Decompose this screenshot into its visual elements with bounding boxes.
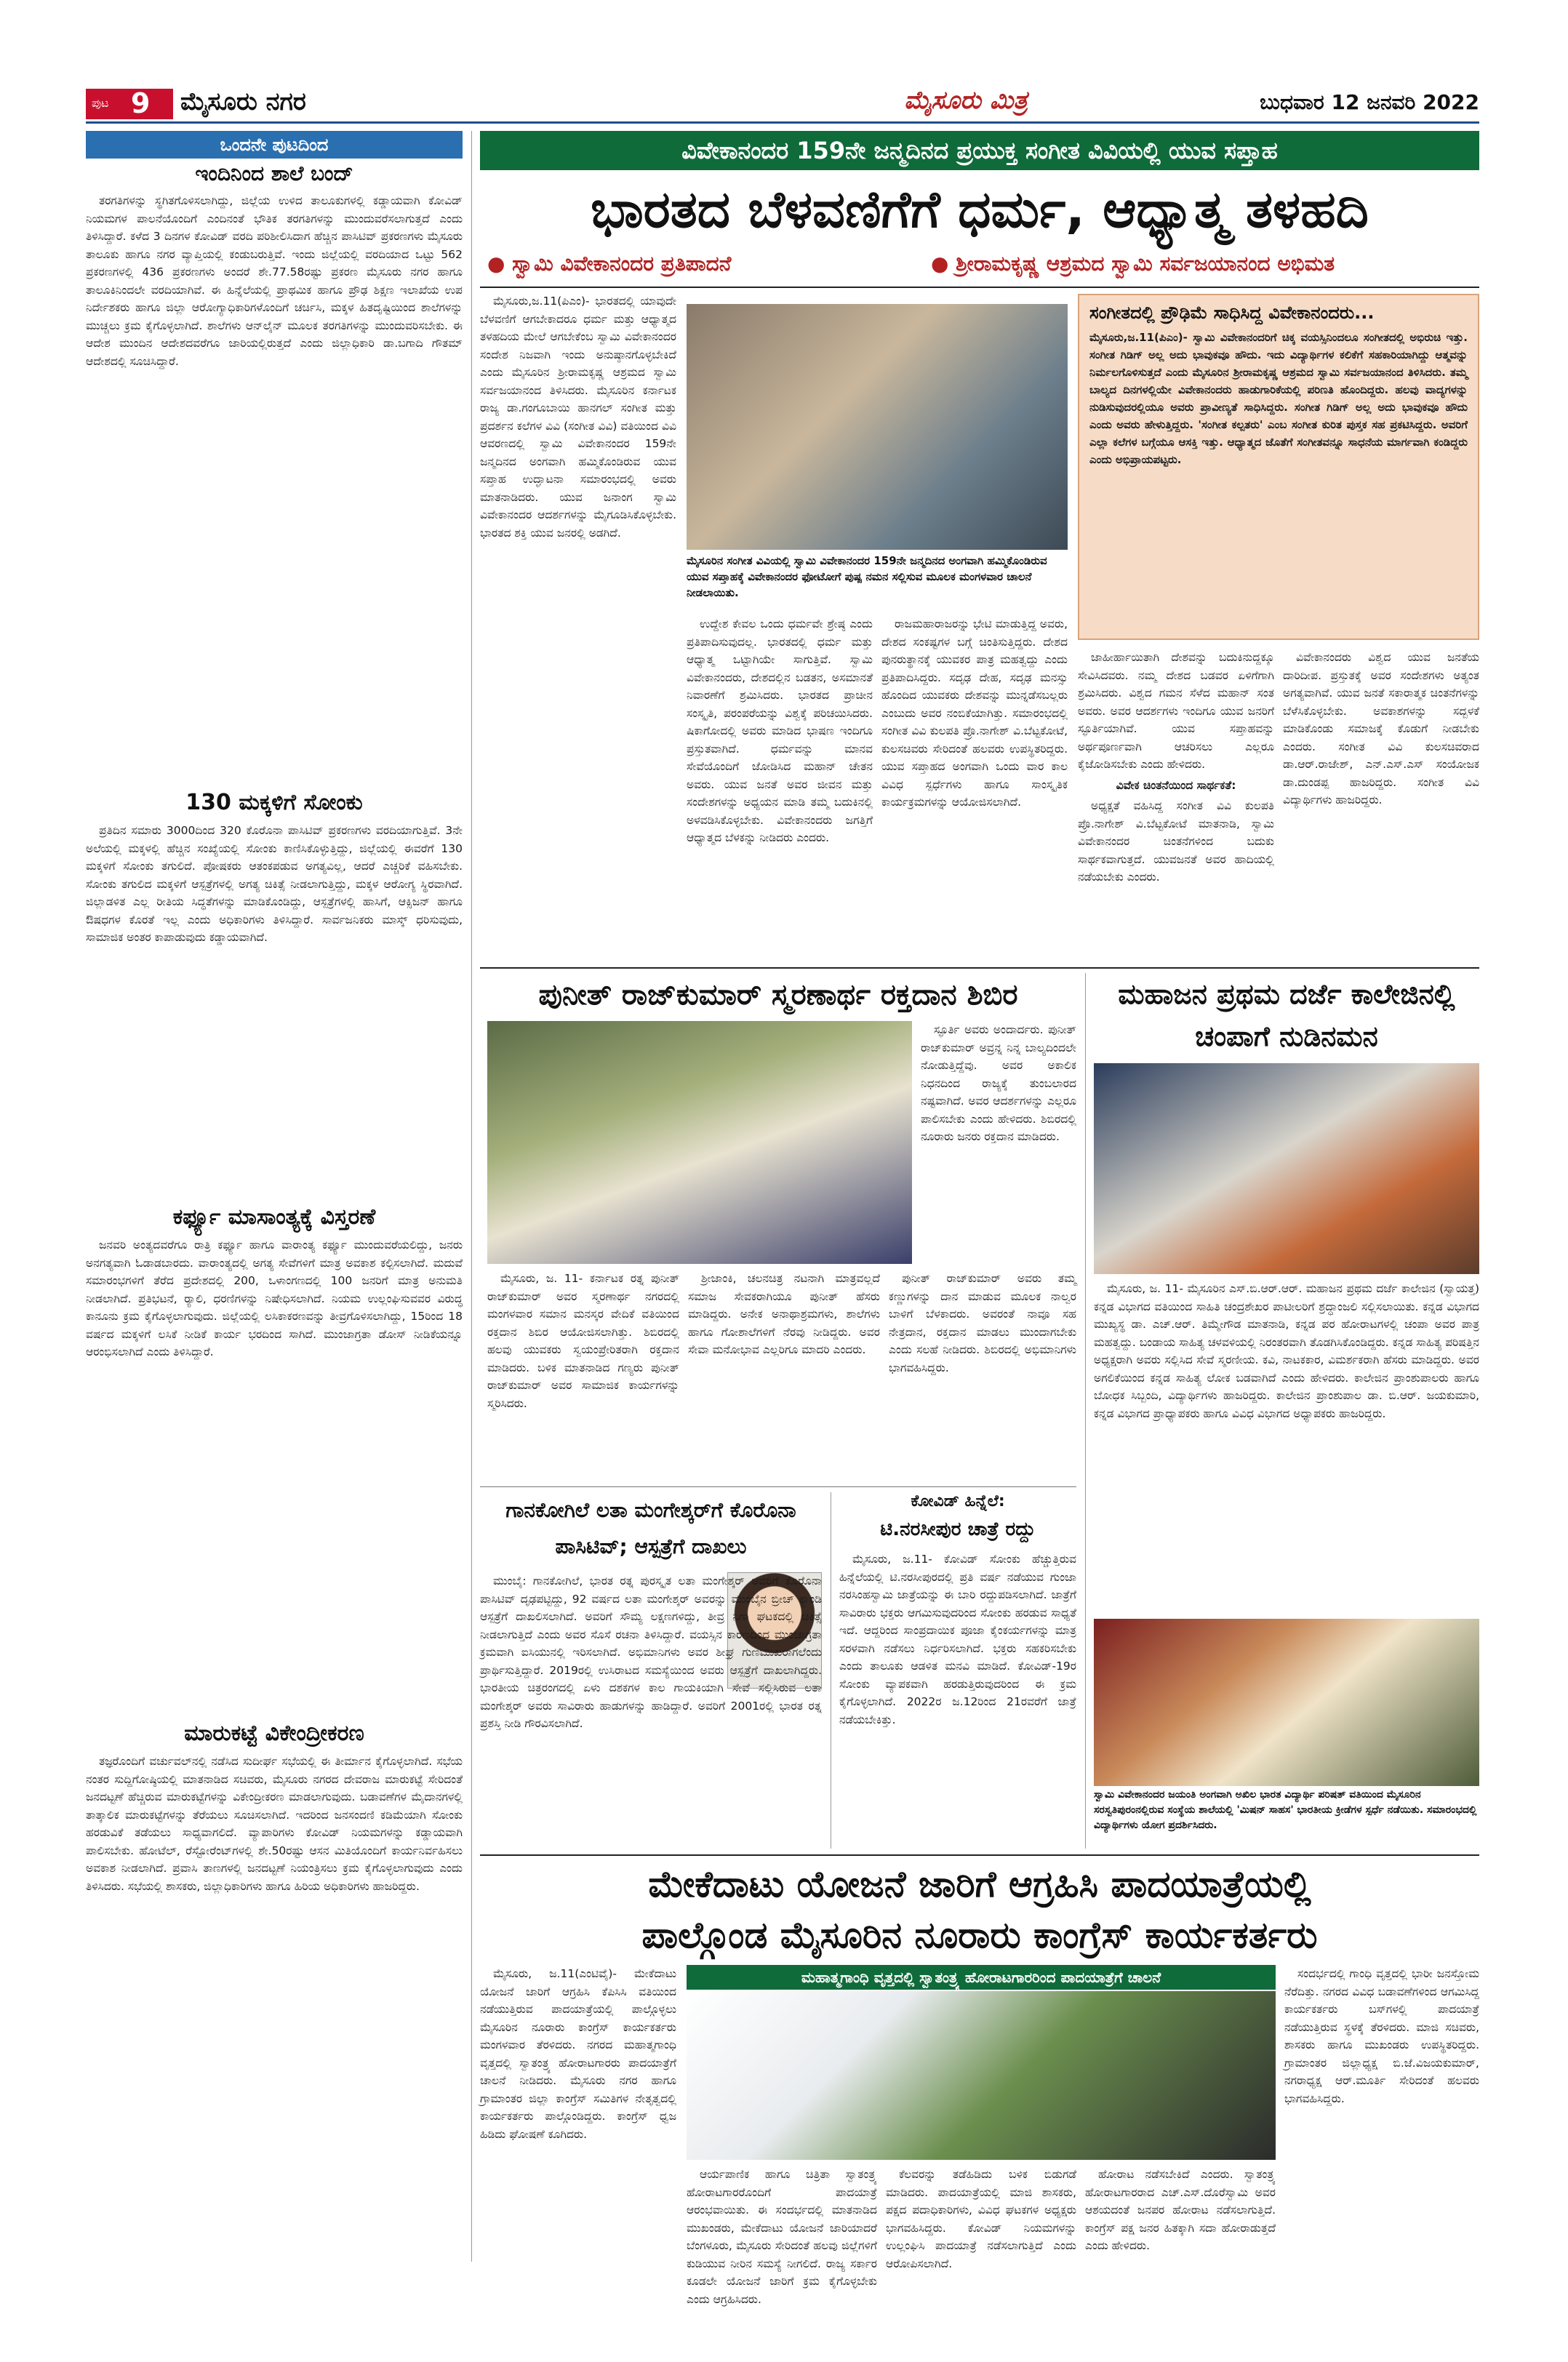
chatra-body-text: ಮೈಸೂರು, ಜ.11- ಕೋವಿಡ್ ಸೋಂಕು ಹೆಚ್ಚುತ್ತಿರುವ ಹಿನ್ನೆಲೆಯಲ್ಲಿ ಟಿ.ನರಸೀಪುರದಲ್ಲಿ ಪ್ರತಿ ವರ್ಷ ನಡೆಯುವ ಗುಂಜಾ ನರಸಿಂಹಸ್ವಾಮಿ ಜಾತ್ರೆಯನ್ನು ಈ ಬಾರಿ ರದ್ದುಪಡಿಸಲಾಗಿದೆ. ಜಾತ್ರೆಗೆ ಸಾವಿರಾರು ಭಕ್ತರು ಆಗಮಿಸುವುದರಿಂದ ಸೋಂಕು ಹರಡುವ ಸಾಧ್ಯತೆ ಇದೆ. ಆದ್ದರಿಂದ ಸಾಂಪ್ರದಾಯಿಕ ಪೂಜಾ ಕೈಂಕರ್ಯಗಳನ್ನು ಮಾತ್ರ ಸರಳವಾಗಿ ನಡೆಸಲು ನಿರ್ಧರಿಸಲಾಗಿದೆ. ಭಕ್ತರು ಸಹಕರಿಸಬೇಕು ಎಂದು ತಾಲೂಕು ಆಡಳಿತ ಮನವಿ ಮಾಡಿದೆ. ಕೋವಿಡ್-19ರ ಸೋಂಕು ವ್ಯಾಪಕವಾಗಿ ಹರಡುತ್ತಿರುವುದರಿಂದ ಈ ಕ್ರಮ ಕೈಗೊಳ್ಳಲಾಗಿದೆ. 2022ರ ಜ.12ರಿಂದ 21ರವರೆಗೆ ಜಾತ್ರೆ ನಡೆಯಬೇಕಿತ್ತು.	[839, 1553, 1076, 1726]
top-col4-text: ಜಾಹೀರ್ಹಾಯಿತಾಗಿ ದೇಶವನ್ನು ಬದುಕಿನುದ್ದಕ್ಕೂ ಸೇವಿಸಿದವರು. ನಮ್ಮ ದೇಶದ ಬಡವರ ಏಳಿಗೆಗಾಗಿ ಶ್ರಮಿಸಿದರು. ವಿಶ್ವದ ಗಮನ ಸೆಳೆದ ಮಹಾನ್ ಸಂತ ಅವರು. ಅವರ ಆದರ್ಶಗಳು ಇಂದಿಗೂ ಯುವ ಜನರಿಗೆ ಸ್ಫೂರ್ತಿಯಾಗಿವೆ. ಯುವ ಸಪ್ತಾಹವನ್ನು ಅರ್ಥಪೂರ್ಣವಾಗಿ ಆಚರಿಸಲು ಎಲ್ಲರೂ ಕೈಜೋಡಿಸಬೇಕು ಎಂದು ಹೇಳಿದರು.	[1078, 651, 1274, 771]
mekedatu-col2	[687, 2166, 877, 2306]
article-children-infection-body	[86, 822, 463, 1200]
mekedatu-col5	[1284, 1965, 1479, 2262]
header-bar	[86, 86, 1479, 124]
article-children-infection-text: ಪ್ರತಿದಿನ ಸಮಾರು 3000ದಿಂದ 320 ಕೊರೊನಾ ಪಾಸಿಟಿವ್ ಪ್ರಕರಣಗಳು ವರದಿಯಾಗುತ್ತಿವೆ. 3ನೇ ಅಲೆಯಲ್ಲಿ ಮಕ್ಕಳಲ್ಲಿ ಹೆಚ್ಚಿನ ಸಂಖ್ಯೆಯಲ್ಲಿ ಸೋಂಕು ಕಾಣಿಸಿಕೊಳ್ಳುತ್ತಿದ್ದು, ಜಿಲ್ಲೆಯಲ್ಲಿ ಈವರೆಗೆ 130 ಮಕ್ಕಳಿಗೆ ಸೋಂಕು ತಗುಲಿದೆ. ಪೋಷಕರು ಆತಂಕಪಡುವ ಅಗತ್ಯವಿಲ್ಲ, ಆದರೆ ಎಚ್ಚರಿಕೆ ವಹಿಸಬೇಕು. ಸೋಂಕು ತಗುಲಿದ ಮಕ್ಕಳಿಗೆ ಆಸ್ಪತ್ರೆಗಳಲ್ಲಿ ಅಗತ್ಯ ಚಿಕಿತ್ಸೆ ನೀಡಲಾಗುತ್ತಿದ್ದು, ಮಕ್ಕಳ ಆರೋಗ್ಯ ಸ್ಥಿರವಾಗಿದೆ. ಜಿಲ್ಲಾಡಳಿತ ಎಲ್ಲ ರೀತಿಯ ಸಿದ್ಧತೆಗಳನ್ನು ಮಾಡಿಕೊಂಡಿದ್ದು, ಆಸ್ಪತ್ರೆಗಳಲ್ಲಿ ಹಾಸಿಗೆ, ಆಕ್ಸಿಜನ್ ಹಾಗೂ ಔಷಧಗಳ ಕೊರತೆ ಇಲ್ಲ ಎಂದು ಅಧಿಕಾರಿಗಳು ತಿಳಿಸಿದ್ದಾರೆ. ಸಾರ್ವಜನಿಕರು ಮಾಸ್ಕ್ ಧರಿಸುವುದು, ಸಾಮಾಜಿಕ ಅಂತರ ಕಾಪಾಡುವುದು ಕಡ್ಡಾಯವಾಗಿದೆ.	[86, 824, 463, 944]
puneeth-col2	[688, 1270, 880, 1481]
article-market-text: ತಜ್ಞರೊಂದಿಗೆ ವರ್ಚುವಲ್‌ನಲ್ಲಿ ನಡೆಸಿದ ಸುದೀರ್ಘ ಸಭೆಯಲ್ಲಿ ಈ ತೀರ್ಮಾನ ಕೈಗೊಳ್ಳಲಾಗಿದೆ. ಸಭೆಯ ನಂತರ ಸುದ್ದಿಗೋಷ್ಠಿಯಲ್ಲಿ ಮಾತನಾಡಿದ ಸಚಿವರು, ಮೈಸೂರು ನಗರದ ದೇವರಾಜ ಮಾರುಕಟ್ಟೆ ಸೇರಿದಂತೆ ಜನದಟ್ಟಣೆ ಹೆಚ್ಚಿರುವ ಮಾರುಕಟ್ಟೆಗಳನ್ನು ವಿಕೇಂದ್ರೀಕರಣ ಮಾಡಲಾಗುವುದು. ಬಡಾವಣೆಗಳ ಮೈದಾನಗಳಲ್ಲಿ ತಾತ್ಕಾಲಿಕ ಮಾರುಕಟ್ಟೆಗಳನ್ನು ತೆರೆಯಲು ಸೂಚಿಸಲಾಗಿದೆ. ಇದರಿಂದ ಜನಸಂದಣಿ ಕಡಿಮೆಯಾಗಿ ಸೋಂಕು ಹರಡುವಿಕೆ ತಡೆಯಲು ಸಾಧ್ಯವಾಗಲಿದೆ. ವ್ಯಾಪಾರಿಗಳು ಕೋವಿಡ್ ನಿಯಮಗಳನ್ನು ಕಡ್ಡಾಯವಾಗಿ ಪಾಲಿಸಬೇಕು. ಹೋಟೆಲ್, ರೆಸ್ಟೋರೆಂಟ್‌ಗಳಲ್ಲಿ ಶೇ.50ರಷ್ಟು ಆಸನ ಮಿತಿಯೊಂದಿಗೆ ಕಾರ್ಯನಿರ್ವಹಿಸಲು ಅವಕಾಶ ನೀಡಲಾಗಿದೆ. ಪ್ರವಾಸಿ ತಾಣಗಳಲ್ಲಿ ಜನದಟ್ಟಣೆ ನಿಯಂತ್ರಿಸಲು ಕ್ರಮ ಕೈಗೊಳ್ಳಲಾಗುವುದು ಎಂದು ತಿಳಿಸಿದರು. ಸಭೆಯಲ್ಲಿ ಶಾಸಕರು, ಜಿಲ್ಲಾಧಿಕಾರಿಗಳು ಹಾಗೂ ಹಿರಿಯ ಅಧಿಕಾರಿಗಳು ಹಾಜರಿದ್ದರು.	[86, 1755, 463, 1893]
mahajana-photo	[1094, 1063, 1479, 1274]
article-school-closure-title: ಇಂದಿನಿಂದ ಶಾಲೆ ಬಂದ್	[195, 161, 353, 185]
article-school-closure-body	[86, 192, 463, 788]
mid-rule	[480, 967, 1479, 969]
puneeth-col2-text: ಶ್ರೀಜಾಂಕಿ, ಚಲನಚಿತ್ರ ನಟನಾಗಿ ಮಾತ್ರವಲ್ಲದೆ ಸಮಾಜ ಸೇವಕರಾಗಿಯೂ ಪುನೀತ್ ಹೆಸರು ಮಾಡಿದ್ದರು. ಅನೇಕ ಅನಾಥಾಶ್ರಮಗಳು, ಶಾಲೆಗಳು ಹಾಗೂ ಗೋಶಾಲೆಗಳಿಗೆ ನೆರವು ನೀಡಿದ್ದರು. ಅವರ ಸೇವಾ ಮನೋಭಾವ ಎಲ್ಲರಿಗೂ ಮಾದರಿ ಎಂದರು.	[688, 1272, 880, 1356]
top-col2	[687, 615, 873, 963]
lower-rule	[480, 1854, 1479, 1856]
puneeth-rule	[480, 1486, 1076, 1487]
top-col3-text: ರಾಜಮಹಾರಾಜರನ್ನು ಭೇಟಿ ಮಾಡುತ್ತಿದ್ದ ಅವರು, ದೇಶದ ಸಂಕಷ್ಟಗಳ ಬಗ್ಗೆ ಚಿಂತಿಸುತ್ತಿದ್ದರು. ದೇಶದ ಪುನರುತ್ಥಾನಕ್ಕೆ ಯುವಕರ ಪಾತ್ರ ಮಹತ್ವದ್ದು ಎಂದು ಪ್ರತಿಪಾದಿಸಿದ್ದರು. ಸದೃಢ ದೇಹ, ಸದೃಢ ಮನಸ್ಸು ಹೊಂದಿದ ಯುವಕರು ದೇಶವನ್ನು ಮುನ್ನಡೆಸಬಲ್ಲರು ಎಂಬುದು ಅವರ ನಂಬಿಕೆಯಾಗಿತ್ತು. ಸಮಾರಂಭದಲ್ಲಿ ಸಂಗೀತ ವಿವಿ ಕುಲಪತಿ ಪ್ರೊ.ನಾಗೇಶ್ ವಿ.ಬೆಟ್ಟಕೋಟೆ, ಕುಲಸಚಿವರು ಸೇರಿದಂತೆ ಹಲವರು ಉಪಸ್ಥಿತರಿದ್ದರು. ಯುವ ಸಪ್ತಾಹದ ಅಂಗವಾಗಿ ಒಂದು ವಾರ ಕಾಲ ವಿವಿಧ ಸ್ಪರ್ಧೆಗಳು ಹಾಗೂ ಸಾಂಸ್ಕೃತಿಕ ಕಾರ್ಯಕ್ರಮಗಳನ್ನು ಆಯೋಜಿಸಲಾಗಿದೆ.	[881, 617, 1068, 809]
page-label: ಪುಟ	[92, 96, 109, 110]
mekedatu-col1-text: ಮೈಸೂರು, ಜ.11(ಎಂಟಿವೈ)- ಮೇಕೆದಾಟು ಯೋಜನೆ ಜಾರಿಗೆ ಆಗ್ರಹಿಸಿ ಕೆಪಿಸಿಸಿ ವತಿಯಿಂದ ನಡೆಯುತ್ತಿರುವ ಪಾದಯಾತ್ರೆಯಲ್ಲಿ ಪಾಲ್ಗೊಳ್ಳಲು ಮೈಸೂರಿನ ನೂರಾರು ಕಾಂಗ್ರೆಸ್ ಕಾರ್ಯಕರ್ತರು ಮಂಗಳವಾರ ತೆರಳಿದರು. ನಗರದ ಮಹಾತ್ಮಗಾಂಧಿ ವೃತ್ತದಲ್ಲಿ ಸ್ವಾತಂತ್ರ್ಯ ಹೋರಾಟಗಾರರು ಪಾದಯಾತ್ರೆಗೆ ಚಾಲನೆ ನೀಡಿದರು. ಮೈಸೂರು ನಗರ ಹಾಗೂ ಗ್ರಾಮಾಂತರ ಜಿಲ್ಲಾ ಕಾಂಗ್ರೆಸ್ ಸಮಿತಿಗಳ ನೇತೃತ್ವದಲ್ಲಿ ಕಾರ್ಯಕರ್ತರು ಪಾಲ್ಗೊಂಡಿದ್ದರು. ಕಾಂಗ್ರೆಸ್ ಧ್ವಜ ಹಿಡಿದು ಘೋಷಣೆ ಕೂಗಿದರು.	[480, 1967, 676, 2141]
mahajana-body-text: ಮೈಸೂರು, ಜ. 11- ಮೈಸೂರಿನ ಎಸ್.ಬಿ.ಆರ್.ಆರ್. ಮಹಾಜನ ಪ್ರಥಮ ದರ್ಜೆ ಕಾಲೇಜಿನ (ಸ್ವಾಯತ್ತ) ಕನ್ನಡ ವಿಭಾಗದ ವತಿಯಿಂದ ಸಾಹಿತಿ ಚಂದ್ರಶೇಖರ ಪಾಟೀಲರಿಗೆ ಶ್ರದ್ಧಾಂಜಲಿ ಸಲ್ಲಿಸಲಾಯಿತು. ಕನ್ನಡ ವಿಭಾಗದ ಮುಖ್ಯಸ್ಥ ಡಾ. ಎಚ್.ಆರ್. ತಿಮ್ಮೇಗೌಡ ಮಾತನಾಡಿ, ಕನ್ನಡ ಪರ ಹೋರಾಟಗಳಲ್ಲಿ ಚಂಪಾ ಅವರ ಪಾತ್ರ ಮಹತ್ವದ್ದು. ಬಂಡಾಯ ಸಾಹಿತ್ಯ ಚಳವಳಿಯಲ್ಲಿ ನಿರಂತರವಾಗಿ ತೊಡಗಿಸಿಕೊಂಡಿದ್ದರು. ಕನ್ನಡ ಸಾಹಿತ್ಯ ಪರಿಷತ್ತಿನ ಅಧ್ಯಕ್ಷರಾಗಿ ಅವರು ಸಲ್ಲಿಸಿದ ಸೇವೆ ಸ್ಮರಣೀಯ. ಕವಿ, ನಾಟಕಕಾರ, ವಿಮರ್ಶಕರಾಗಿ ಹೆಸರು ಮಾಡಿದ್ದರು. ಅವರ ಅಗಲಿಕೆಯಿಂದ ಕನ್ನಡ ಸಾಹಿತ್ಯ ಲೋಕ ಬಡವಾಗಿದೆ ಎಂದು ಹೇಳಿದರು. ಕಾಲೇಜಿನ ಪ್ರಾಂಶುಪಾಲರು ಹಾಗೂ ಬೋಧಕ ಸಿಬ್ಬಂದಿ, ವಿದ್ಯಾರ್ಥಿಗಳು ಹಾಜರಿದ್ದರು. ಕಾಲೇಜಿನ ಪ್ರಾಂಶುಪಾಲ ಡಾ. ಬಿ.ಆರ್. ಜಯಕುಮಾರಿ, ಕನ್ನಡ ವಿಭಾಗದ ಪ್ರಾಧ್ಯಾಪಕರು ಹಾಗೂ ವಿವಿಧ ವಿಭಾಗದ ಅಧ್ಯಾಪಕರು ಹಾಜರಿದ್ದರು.	[1094, 1282, 1479, 1420]
top-col5	[1283, 649, 1479, 963]
dance-caption: ಸ್ವಾಮಿ ವಿವೇಕಾನಂದರ ಜಯಂತಿ ಅಂಗವಾಗಿ ಅಖಿಲ ಭಾರತ ವಿದ್ಯಾರ್ಥಿ ಪರಿಷತ್ ವತಿಯಿಂದ ಮೈಸೂರಿನ ಸರಸ್ವತಿಪುರಂನಲ್ಲಿರುವ ಸಂಸ್ಥೆಯ ಶಾಲೆಯಲ್ಲಿ 'ಮಿಷನ್ ಸಾಹಸ' ಭಾರತೀಯ ಕ್ರೀಡೆಗಳ ಸ್ಪರ್ಧೆ ನಡೆಯಿತು. ಸಮಾರಂಭದಲ್ಲಿ ವಿದ್ಯಾರ್ಥಿಗಳು ಯೋಗ ಪ್ರದರ್ಶಿಸಿದರು.	[1094, 1789, 1477, 1831]
mekedatu-photo	[687, 1991, 1276, 2160]
lata-title: ಗಾನಕೋಗಿಲೆ ಲತಾ ಮಂಗೇಶ್ಕರ್‌ಗೆ ಕೊರೊನಾ ಪಾಸಿಟಿವ್; ಆಸ್ಪತ್ರೆಗೆ ದಾಖಲು	[505, 1498, 796, 1558]
mekedatu-col5-text: ಸಂದರ್ಭದಲ್ಲಿ ಗಾಂಧಿ ವೃತ್ತದಲ್ಲಿ ಭಾರೀ ಜನಸ್ತೋಮ ನೆರೆದಿತ್ತು. ನಗರದ ವಿವಿಧ ಬಡಾವಣೆಗಳಿಂದ ಆಗಮಿಸಿದ್ದ ಕಾರ್ಯಕರ್ತರು ಬಸ್‌ಗಳಲ್ಲಿ ಪಾದಯಾತ್ರೆ ನಡೆಯುತ್ತಿರುವ ಸ್ಥಳಕ್ಕೆ ತೆರಳಿದರು. ಮಾಜಿ ಸಚಿವರು, ಶಾಸಕರು ಹಾಗೂ ಮುಖಂಡರು ಉಪಸ್ಥಿತರಿದ್ದರು. ಗ್ರಾಮಾಂತರ ಜಿಲ್ಲಾಧ್ಯಕ್ಷ ಬಿ.ಜೆ.ವಿಜಯಕುಮಾರ್, ನಗರಾಧ್ಯಕ್ಷ ಆರ್.ಮೂರ್ತಿ ಸೇರಿದಂತೆ ಹಲವರು ಭಾಗವಹಿಸಿದ್ದರು.	[1284, 1967, 1479, 2105]
blood-donation-photo	[487, 1021, 912, 1264]
article-curfew-body	[86, 1236, 463, 1716]
chatra-body	[839, 1550, 1076, 1849]
left-column-rule	[471, 131, 472, 2262]
lata-body	[480, 1572, 822, 1849]
chatra-kicker: ಕೋವಿಡ್ ಹಿನ್ನೆಲೆ:	[911, 1492, 1005, 1510]
top-col4	[1078, 649, 1274, 963]
mekedatu-col4	[1085, 2166, 1276, 2262]
top-headline: ಭಾರತದ ಬೆಳವಣಿಗೆಗೆ ಧರ್ಮ, ಆಧ್ಯಾತ್ಮ ತಳಹದಿ	[591, 180, 1369, 239]
puneeth-title: ಪುನೀತ್ ರಾಜ್‌ಕುಮಾರ್ ಸ್ಮರಣಾರ್ಥ ರಕ್ತದಾನ ಶಿಬಿರ	[538, 978, 1018, 1012]
article-curfew-title: ಕರ್ಫ್ಯೂ ಮಾಸಾಂತ್ಯಕ್ಕೆ ವಿಸ್ತರಣೆ	[172, 1204, 376, 1230]
puneeth-col3	[889, 1270, 1076, 1481]
mahajana-title: ಮಹಾಜನ ಪ್ರಥಮ ದರ್ಜೆ ಕಾಲೇಜಿನಲ್ಲಿ ಚಂಪಾಗೆ ನುಡಿನಮನ	[1118, 978, 1455, 1052]
page-number: 9	[131, 87, 151, 119]
puneeth-col1-text: ಮೈಸೂರು, ಜ. 11- ಕರ್ನಾಟಕ ರತ್ನ ಪುನೀತ್ ರಾಜ್‌ಕುಮಾರ್ ಅವರ ಸ್ಮರಣಾರ್ಥ ನಗರದಲ್ಲಿ ಮಂಗಳವಾರ ಸಮಾನ ಮನಸ್ಕರ ವೇದಿಕೆ ವತಿಯಿಂದ ರಕ್ತದಾನ ಶಿಬಿರ ಆಯೋಜಿಸಲಾಗಿತ್ತು. ಶಿಬಿರದಲ್ಲಿ ಹಲವು ಯುವಕರು ಸ್ವಯಂಪ್ರೇರಿತರಾಗಿ ರಕ್ತದಾನ ಮಾಡಿದರು. ಬಳಿಕ ಮಾತನಾಡಿದ ಗಣ್ಯರು ಪುನೀತ್ ರಾಜ್‌ಕುಮಾರ್ ಅವರ ಸಾಮಾಜಿಕ ಕಾರ್ಯಗಳನ್ನು ಸ್ಮರಿಸಿದರು.	[487, 1272, 679, 1410]
puneeth-col1	[487, 1270, 679, 1481]
article-curfew-text: ಜನವರಿ ಅಂತ್ಯದವರೆಗೂ ರಾತ್ರಿ ಕರ್ಫ್ಯೂ ಹಾಗೂ ವಾರಾಂತ್ಯ ಕರ್ಫ್ಯೂ ಮುಂದುವರೆಯಲಿದ್ದು, ಜನರು ಅನಗತ್ಯವಾಗಿ ಓಡಾಡಬಾರದು. ವಾರಾಂತ್ಯದಲ್ಲಿ ಅಗತ್ಯ ಸೇವೆಗಳಿಗೆ ಮಾತ್ರ ಅವಕಾಶ ಕಲ್ಪಿಸಲಾಗಿದೆ. ಮದುವೆ ಸಮಾರಂಭಗಳಿಗೆ ತೆರೆದ ಪ್ರದೇಶದಲ್ಲಿ 200, ಒಳಾಂಗಣದಲ್ಲಿ 100 ಜನರಿಗೆ ಮಾತ್ರ ಅನುಮತಿ ನೀಡಲಾಗಿದೆ. ಪ್ರತಿಭಟನೆ, ರ‍್ಯಾಲಿ, ಧರಣಿಗಳನ್ನು ನಿಷೇಧಿಸಲಾಗಿದೆ. ನಿಯಮ ಉಲ್ಲಂಘಿಸುವವರ ವಿರುದ್ಧ ಕಾನೂನು ಕ್ರಮ ಕೈಗೊಳ್ಳಲಾಗುವುದು. ಜಿಲ್ಲೆಯಲ್ಲಿ ಲಸಿಕಾಕರಣವನ್ನು ತೀವ್ರಗೊಳಿಸಲಾಗಿದ್ದು, 15ರಿಂದ 18 ವರ್ಷದ ಮಕ್ಕಳಿಗೆ ಲಸಿಕೆ ನೀಡಿಕೆ ಕಾರ್ಯ ಭರದಿಂದ ಸಾಗಿದೆ. ಮುಂಜಾಗ್ರತಾ ಡೋಸ್ ನೀಡಿಕೆಯನ್ನೂ ಆರಂಭಿಸಲಾಗಿದೆ ಎಂದು ತಿಳಿಸಿದ್ದಾರೆ.	[86, 1238, 463, 1358]
top-rule	[480, 287, 1479, 288]
mekedatu-col2-text: ಆರ್ಯಪಾಣಿಕ ಹಾಗೂ ಚಿತ್ರಿತಾ ಸ್ವಾತಂತ್ರ್ಯ ಹೋರಾಟಗಾರರೊಂದಿಗೆ ಪಾದಯಾತ್ರೆ ಆರಂಭವಾಯಿತು. ಈ ಸಂದರ್ಭದಲ್ಲಿ ಮಾತನಾಡಿದ ಮುಖಂಡರು, ಮೇಕೆದಾಟು ಯೋಜನೆ ಜಾರಿಯಾದರೆ ಬೆಂಗಳೂರು, ಮೈಸೂರು ಸೇರಿದಂತೆ ಹಲವು ಜಿಲ್ಲೆಗಳಿಗೆ ಕುಡಿಯುವ ನೀರಿನ ಸಮಸ್ಯೆ ನೀಗಲಿದೆ. ರಾಜ್ಯ ಸರ್ಕಾರ ಕೂಡಲೇ ಯೋಜನೆ ಜಾರಿಗೆ ಕ್ರಮ ಕೈಗೊಳ್ಳಬೇಕು ಎಂದು ಆಗ್ರಹಿಸಿದರು.	[687, 2168, 877, 2306]
top-ribbon-text: ವಿವೇಕಾನಂದರ 159ನೇ ಜನ್ಮದಿನದ ಪ್ರಯುಕ್ತ ಸಂಗೀತ ವಿವಿಯಲ್ಲಿ ಯುವ ಸಪ್ತಾಹ	[681, 137, 1278, 164]
top-col1	[480, 292, 676, 963]
mekedatu-photo-tag	[687, 1965, 1276, 1990]
article-market-body	[86, 1753, 463, 2262]
section-name: ಮೈಸೂರು ನಗರ	[180, 87, 306, 116]
music-sidebar-title: ಸಂಗೀತದಲ್ಲಿ ಪ್ರೌಢಿಮೆ ಸಾಧಿಸಿದ್ದ ವಿವೇಕಾನಂದರು...	[1089, 303, 1375, 323]
mahajana-body	[1094, 1280, 1479, 1614]
top-col4-subhead: ವಿವೇಕ ಚಿಂತನೆಯಿಂದ ಸಾರ್ಥಕತೆ:	[1116, 778, 1236, 792]
lata-body-text: ಮುಂಬೈ: ಗಾನಕೋಗಿಲೆ, ಭಾರತ ರತ್ನ ಪುರಸ್ಕೃತ ಲತಾ ಮಂಗೇಶ್ಕರ್ ಅವರಿಗೆ ಕೊರೊನಾ ಪಾಸಿಟಿವ್ ದೃಢಪಟ್ಟಿದ್ದು, 92 ವರ್ಷದ ಲತಾ ಮಂಗೇಶ್ಕರ್ ಅವರನ್ನು ಮುಂಬೈನ ಬ್ರೀಚ್ ಕ್ಯಾಂಡಿ ಆಸ್ಪತ್ರೆಗೆ ದಾಖಲಿಸಲಾಗಿದೆ. ಅವರಿಗೆ ಸೌಮ್ಯ ಲಕ್ಷಣಗಳಿದ್ದು, ತೀವ್ರ ನಿಗಾ ಘಟಕದಲ್ಲಿ ಚಿಕಿತ್ಸೆ ನೀಡಲಾಗುತ್ತಿದೆ ಎಂದು ಅವರ ಸೊಸೆ ರಚನಾ ತಿಳಿಸಿದ್ದಾರೆ. ವಯಸ್ಸಿನ ಕಾರಣದಿಂದ ಮುಂಜಾಗ್ರತಾ ಕ್ರಮವಾಗಿ ಐಸಿಯುನಲ್ಲಿ ಇರಿಸಲಾಗಿದೆ. ಅಭಿಮಾನಿಗಳು ಅವರ ಶೀಘ್ರ ಗುಣಮುಖರಾಗಲೆಂದು ಪ್ರಾರ್ಥಿಸುತ್ತಿದ್ದಾರೆ. 2019ರಲ್ಲಿ ಉಸಿರಾಟದ ಸಮಸ್ಯೆಯಿಂದ ಅವರು ಆಸ್ಪತ್ರೆಗೆ ದಾಖಲಾಗಿದ್ದರು. ಭಾರತೀಯ ಚಿತ್ರರಂಗದಲ್ಲಿ ಏಳು ದಶಕಗಳ ಕಾಲ ಗಾಯಕಿಯಾಗಿ ಸೇವೆ ಸಲ್ಲಿಸಿರುವ ಲತಾ ಮಂಗೇಶ್ಕರ್ ಅವರು ಸಾವಿರಾರು ಹಾಡುಗಳನ್ನು ಹಾಡಿದ್ದಾರೆ. ಅವರಿಗೆ 2001ರಲ್ಲಿ ಭಾರತ ರತ್ನ ಪ್ರಶಸ್ತಿ ನೀಡಿ ಗೌರವಿಸಲಾಗಿದೆ.	[480, 1574, 822, 1730]
top-subhead-left: ● ಸ್ವಾಮಿ ವಿವೇಕಾನಂದರ ಪ್ರತಿಪಾದನೆ	[487, 252, 732, 276]
masthead: ಮೈಸೂರು ಮಿತ್ರ	[904, 86, 1028, 115]
top-col2-text: ಉದ್ದೇಶ ಕೇವಲ ಒಂದು ಧರ್ಮವೇ ಶ್ರೇಷ್ಠ ಎಂದು ಪ್ರತಿಪಾದಿಸುವುದಲ್ಲ. ಭಾರತದಲ್ಲಿ ಧರ್ಮ ಮತ್ತು ಆಧ್ಯಾತ್ಮ ಒಟ್ಟಾಗಿಯೇ ಸಾಗುತ್ತಿವೆ. ಸ್ವಾಮಿ ವಿವೇಕಾನಂದರು, ದೇಶದಲ್ಲಿನ ಬಡತನ, ಅಸಮಾನತೆ ನಿವಾರಣೆಗೆ ಶ್ರಮಿಸಿದರು. ಭಾರತದ ಪ್ರಾಚೀನ ಸಂಸ್ಕೃತಿ, ಪರಂಪರೆಯನ್ನು ವಿಶ್ವಕ್ಕೆ ಪರಿಚಯಿಸಿದರು. ಷಿಕಾಗೋದಲ್ಲಿ ಅವರು ಮಾಡಿದ ಭಾಷಣ ಇಂದಿಗೂ ಪ್ರಸ್ತುತವಾಗಿದೆ. ಧರ್ಮವನ್ನು ಮಾನವ ಸೇವೆಯೊಂದಿಗೆ ಜೋಡಿಸಿದ ಮಹಾನ್ ಚೇತನ ಅವರು. ಯುವ ಜನತೆ ಅವರ ಜೀವನ ಮತ್ತು ಸಂದೇಶಗಳನ್ನು ಅಧ್ಯಯನ ಮಾಡಿ ತಮ್ಮ ಬದುಕಿನಲ್ಲಿ ಅಳವಡಿಸಿಕೊಳ್ಳಬೇಕು. ವಿವೇಕಾನಂದರು ಜಗತ್ತಿಗೆ ಆಧ್ಯಾತ್ಮದ ಬೆಳಕನ್ನು ನೀಡಿದರು ಎಂದರು.	[687, 617, 873, 844]
page-number-badge-icon	[86, 89, 173, 119]
top-subhead-right: ● ಶ್ರೀರಾಮಕೃಷ್ಣ ಆಶ್ರಮದ ಸ್ವಾಮಿ ಸರ್ವಜಯಾನಂದ ಅಭಿಮತ	[931, 252, 1335, 276]
article-children-infection-title: 130 ಮಕ್ಕಳಿಗೆ ಸೋಂಕು	[185, 790, 363, 815]
article-market-title: ಮಾರುಕಟ್ಟೆ ವಿಕೇಂದ್ರೀಕರಣ	[184, 1721, 364, 1746]
mekedatu-photo-tag-text: ಮಹಾತ್ಮಗಾಂಧಿ ವೃತ್ತದಲ್ಲಿ ಸ್ವಾತಂತ್ರ್ಯ ಹೋರಾಟಗಾರರಿಂದ ಪಾದಯಾತ್ರೆಗೆ ಚಾಲನೆ	[801, 1969, 1161, 1986]
continued-tag	[86, 131, 463, 159]
right-mid-rule	[1085, 973, 1086, 1849]
vivekananda-event-photo	[687, 304, 1068, 550]
puneeth-col-a-text: ಸ್ಫೂರ್ತಿ ಅವರು ಅಂದಾರ್ದರು. ಪುನೀತ್ ರಾಜ್‌ಕುಮಾರ್ ಅವ್ರನ್ನ ನಿನ್ನ ಬಾಲ್ಯದಿಂದಲೇ ನೋಡುತ್ತಿದ್ದೆವು. ಅವರ ಅಕಾಲಿಕ ನಿಧನದಿಂದ ರಾಜ್ಯಕ್ಕೆ ತುಂಬಲಾರದ ನಷ್ಟವಾಗಿದೆ. ಅವರ ಆದರ್ಶಗಳನ್ನು ಎಲ್ಲರೂ ಪಾಲಿಸಬೇಕು ಎಂದು ಹೇಳಿದರು. ಶಿಬಿರದಲ್ಲಿ ನೂರಾರು ಜನರು ರಕ್ತದಾನ ಮಾಡಿದರು.	[921, 1023, 1076, 1143]
vivekananda-event-caption: ಮೈಸೂರಿನ ಸಂಗೀತ ವಿವಿಯಲ್ಲಿ ಸ್ವಾಮಿ ವಿವೇಕಾನಂದರ 159ನೇ ಜನ್ಮದಿನದ ಅಂಗವಾಗಿ ಹಮ್ಮಿಕೊಂಡಿರುವ ಯುವ ಸಪ್ತಾಹಕ್ಕೆ ವಿವೇಕಾನಂದರ ಫೋಟೋಗೆ ಪುಷ್ಪ ನಮನ ಸಲ್ಲಿಸುವ ಮೂಲಕ ಮಂಗಳವಾರ ಚಾಲನೆ ನೀಡಲಾಯಿತು.	[687, 554, 1047, 599]
mekedatu-col3-text: ಕೆಲವರನ್ನು ತಡೆಹಿಡಿದು ಬಳಿಕ ಬಿಡುಗಡೆ ಮಾಡಿದರು. ಪಾದಯಾತ್ರೆಯಲ್ಲಿ ಮಾಜಿ ಶಾಸಕರು, ಪಕ್ಷದ ಪದಾಧಿಕಾರಿಗಳು, ವಿವಿಧ ಘಟಕಗಳ ಅಧ್ಯಕ್ಷರು ಭಾಗವಹಿಸಿದ್ದರು. ಕೋವಿಡ್ ನಿಯಮಗಳನ್ನು ಉಲ್ಲಂಘಿಸಿ ಪಾದಯಾತ್ರೆ ನಡೆಸಲಾಗುತ್ತಿದೆ ಎಂದು ಆರೋಪಿಸಲಾಗಿದೆ.	[886, 2168, 1076, 2270]
top-col4b-text: ಅಧ್ಯಕ್ಷತೆ ವಹಿಸಿದ್ದ ಸಂಗೀತ ವಿವಿ ಕುಲಪತಿ ಪ್ರೊ.ನಾಗೇಶ್ ವಿ.ಬೆಟ್ಟಕೋಟೆ ಮಾತನಾಡಿ, ಸ್ವಾಮಿ ವಿವೇಕಾನಂದರ ಚಿಂತನೆಗಳಿಂದ ಬದುಕು ಸಾರ್ಥಕವಾಗುತ್ತದೆ. ಯುವಜನತೆ ಅವರ ಹಾದಿಯಲ್ಲಿ ನಡೆಯಬೇಕು ಎಂದರು.	[1078, 799, 1274, 884]
music-sidebar-body: ಮೈಸೂರು,ಜ.11(ಪಿಎಂ)- ಸ್ವಾಮಿ ವಿವೇಕಾನಂದರಿಗೆ ಚಿಕ್ಕ ವಯಸ್ಸಿನಿಂದಲೂ ಸಂಗೀತದಲ್ಲಿ ಅಭಿರುಚಿ ಇತ್ತು. ಸಂಗೀತ ಗಿಡಿಗ್ ಅಲ್ಲ ಅದು ಭಾವುಕವೂ ಹೌದು. ಇದು ವಿದ್ಯಾರ್ಥಿಗಳ ಕಲಿಕೆಗೆ ಸಹಕಾರಿಯಾಗಿದ್ದು ಆತ್ಮವನ್ನು ನಿರ್ಮಲಗೊಳಿಸುತ್ತದೆ ಎಂದು ಮೈಸೂರಿನ ಶ್ರೀರಾಮಕೃಷ್ಣ ಆಶ್ರಮದ ಸ್ವಾಮಿ ಸರ್ವಜಯಾನಂದ ತಿಳಿಸಿದರು. ತಮ್ಮ ಬಾಲ್ಯದ ದಿನಗಳಲ್ಲಿಯೇ ವಿವೇಕಾನಂದರು ಹಾಡುಗಾರಿಕೆಯಲ್ಲಿ ಪರಿಣತಿ ಹೊಂದಿದ್ದರು. ಹಲವು ವಾದ್ಯಗಳನ್ನು ನುಡಿಸುವುದರಲ್ಲಿಯೂ ಅವರು ಪ್ರಾವೀಣ್ಯತೆ ಸಾಧಿಸಿದ್ದರು. ಸಂಗೀತ ಗಿಡಿಗ್ ಅಲ್ಲ ಅದು ಭಾವುಕವೂ ಹೌದು ಎಂದು ಅವರು ಹೇಳುತ್ತಿದ್ದರು. 'ಸಂಗೀತ ಕಲ್ಪತರು' ಎಂಬ ಸಂಗೀತ ಕುರಿತ ಪುಸ್ತಕ ಸಹ ಪ್ರಕಟಿಸಿದ್ದರು. ಅವರಿಗೆ ಎಲ್ಲಾ ಕಲೆಗಳ ಬಗ್ಗೆಯೂ ಆಸಕ್ತಿ ಇತ್ತು. ಆಧ್ಯಾತ್ಮದ ಜೊತೆಗೆ ಸಂಗೀತವನ್ನೂ ಸಾಧನೆಯ ಮಾರ್ಗವಾಗಿ ಕಂಡಿದ್ದರು ಎಂದು ಅಭಿಪ್ರಾಯಪಟ್ಟರು.	[1089, 331, 1468, 466]
music-sidebar-box	[1078, 294, 1479, 640]
mekedatu-headline-2: ಪಾಲ್ಗೊಂಡ ಮೈಸೂರಿನ ನೂರಾರು ಕಾಂಗ್ರೆಸ್ ಕಾರ್ಯಕರ್ತರು	[641, 1914, 1318, 1956]
article-school-closure-text: ತರಗತಿಗಳನ್ನು ಸ್ಥಗಿತಗೊಳಿಸಲಾಗಿದ್ದು, ಜಿಲ್ಲೆಯ ಉಳಿದ ತಾಲೂಕುಗಳಲ್ಲಿ ಕಡ್ಡಾಯವಾಗಿ ಕೋವಿಡ್ ನಿಯಮಗಳ ಪಾಲನೆಯೊಂದಿಗೆ ಎಂದಿನಂತೆ ಭೌತಿಕ ತರಗತಿಗಳನ್ನು ಮುಂದುವರೆಸಲಾಗುತ್ತದೆ ಎಂದು ತಿಳಿಸಿದ್ದಾರೆ. ಕಳೆದ 3 ದಿನಗಳ ಕೋವಿಡ್ ವರದಿ ಪರಿಶೀಲಿಸಿದಾಗ ಹೆಚ್ಚಿನ ಪಾಸಿಟಿವ್ ಪ್ರಕರಣಗಳು ಮೈಸೂರು ತಾಲೂಕು ಹಾಗೂ ನಗರ ವ್ಯಾಪ್ತಿಯಲ್ಲಿ ಕಂಡುಬರುತ್ತಿವೆ. ಇಂದು ಜಿಲ್ಲೆಯಲ್ಲಿ ವರದಿಯಾದ ಒಟ್ಟು 562 ಪ್ರಕರಣಗಳಲ್ಲಿ 436 ಪ್ರಕರಣಗಳು ಅಂದರೆ ಶೇ.77.58ರಷ್ಟು ಪ್ರಕರಣ ಮೈಸೂರು ನಗರ ಹಾಗೂ ತಾಲೂಕಿನಿಂದಲೇ ವರದಿಯಾಗಿವೆ. ಈ ಹಿನ್ನೆಲೆಯಲ್ಲಿ ಪ್ರಾಥಮಿಕ ಹಾಗೂ ಪ್ರೌಢ ಶಿಕ್ಷಣ ಇಲಾಖೆಯ ಉಪ ನಿರ್ದೇಶಕರು ಹಾಗೂ ಜಿಲ್ಲಾ ಆರೋಗ್ಯಾಧಿಕಾರಿಗಳೊಂದಿಗೆ ಚರ್ಚಿಸಿ, ಮಕ್ಕಳ ಹಿತದೃಷ್ಟಿಯಿಂದ ಶಾಲೆಗಳನ್ನು ಮುಚ್ಚಲು ಕ್ರಮ ಕೈಗೊಳ್ಳಲಾಗಿದೆ. ಶಾಲೆಗಳು ಆನ್‌ಲೈನ್ ಮೂಲಕ ತರಗತಿಗಳನ್ನು ಮುಂದುವರಿಸಬೇಕು. ಈ ಆದೇಶ ಮುಂದಿನ ಆದೇಶದವರೆಗೂ ಜಾರಿಯಲ್ಲಿರುತ್ತದೆ ಎಂದು ಜಿಲ್ಲಾಧಿಕಾರಿ ಡಾ.ಬಗಾದಿ ಗೌತಮ್ ಆದೇಶದಲ್ಲಿ ಸೂಚಿಸಿದ್ದಾರೆ.	[86, 194, 463, 368]
mekedatu-col4-text: ಹೋರಾಟ ನಡೆಸಬೇಕಿದೆ ಎಂದರು. ಸ್ವಾತಂತ್ರ್ಯ ಹೋರಾಟಗಾರರಾದ ಎಚ್.ಎಸ್.ದೊರೆಸ್ವಾಮಿ ಅವರ ಆಶಯದಂತೆ ಜನಪರ ಹೋರಾಟ ನಡೆಸಲಾಗುತ್ತಿದೆ. ಕಾಂಗ್ರೆಸ್ ಪಕ್ಷ ಜನರ ಹಿತಕ್ಕಾಗಿ ಸದಾ ಹೋರಾಡುತ್ತದೆ ಎಂದು ಹೇಳಿದರು.	[1085, 2168, 1276, 2252]
issue-date: ಬುಧವಾರ 12 ಜನವರಿ 2022	[1260, 90, 1479, 114]
top-col3	[881, 615, 1068, 963]
top-ribbon	[480, 131, 1479, 170]
top-col1-text: ಮೈಸೂರು,ಜ.11(ಪಿಎಂ)- ಭಾರತದಲ್ಲಿ ಯಾವುದೇ ಬೆಳವಣಿಗೆ ಆಗಬೇಕಾದರೂ ಧರ್ಮ ಮತ್ತು ಆಧ್ಯಾತ್ಮದ ತಳಹದಿಯ ಮೇಲೆ ಆಗಬೇಕೆಂಬ ಸ್ವಾಮಿ ವಿವೇಕಾನಂದರ ಸಂದೇಶ ನಿಜವಾಗಿ ಇಂದು ಅನುಷ್ಠಾನಗೊಳ್ಳಬೇಕಿದೆ ಎಂದು ಮೈಸೂರಿನ ಶ್ರೀರಾಮಕೃಷ್ಣ ಆಶ್ರಮದ ಸ್ವಾಮಿ ಸರ್ವಜಯಾನಂದ ತಿಳಿಸಿದರು. ಮೈಸೂರಿನ ಕರ್ನಾಟಕ ರಾಜ್ಯ ಡಾ.ಗಂಗೂಬಾಯಿ ಹಾನಗಲ್ ಸಂಗೀತ ಮತ್ತು ಪ್ರದರ್ಶನ ಕಲೆಗಳ ವಿವಿ (ಸಂಗೀತ ವಿವಿ) ವತಿಯಿಂದ ವಿವಿ ಆವರಣದಲ್ಲಿ ಸ್ವಾಮಿ ವಿವೇಕಾನಂದರ 159ನೇ ಜನ್ಮದಿನದ ಅಂಗವಾಗಿ ಹಮ್ಮಿಕೊಂಡಿರುವ ಯುವ ಸಪ್ತಾಹ ಉದ್ಘಾಟನಾ ಸಮಾರಂಭದಲ್ಲಿ ಅವರು ಮಾತನಾಡಿದರು. ಯುವ ಜನಾಂಗ ಸ್ವಾಮಿ ವಿವೇಕಾನಂದರ ಆದರ್ಶಗಳನ್ನು ಮೈಗೂಡಿಸಿಕೊಳ್ಳಬೇಕು. ಭಾರತದ ಶಕ್ತಿ ಯುವ ಜನರಲ್ಲಿ ಅಡಗಿದೆ.	[480, 295, 676, 540]
mekedatu-col3	[886, 2166, 1076, 2270]
mekedatu-col1	[480, 1965, 676, 2262]
continued-tag-text: ಒಂದನೇ ಪುಟದಿಂದ	[220, 135, 329, 155]
top-col5-text: ವಿವೇಕಾನಂದರು ವಿಶ್ವದ ಯುವ ಜನತೆಯ ದಾರಿದೀಪ. ಪ್ರಸ್ತುತಕ್ಕೆ ಅವರ ಸಂದೇಶಗಳು ಅತ್ಯಂತ ಅಗತ್ಯವಾಗಿವೆ. ಯುವ ಜನತೆ ಸಕಾರಾತ್ಮಕ ಚಿಂತನೆಗಳನ್ನು ಬೆಳೆಸಿಕೊಳ್ಳಬೇಕು. ಅವಕಾಶಗಳನ್ನು ಸದ್ಬಳಕೆ ಮಾಡಿಕೊಂಡು ಸಮಾಜಕ್ಕೆ ಕೊಡುಗೆ ನೀಡಬೇಕು ಎಂದರು. ಸಂಗೀತ ವಿವಿ ಕುಲಸಚಿವರಾದ ಡಾ.ಆರ್.ರಾಜೇಶ್, ಎನ್.ಎಸ್.ಎಸ್ ಸಂಯೋಜಕ ಡಾ.ದುಂಡಪ್ಪ ಹಾಜರಿದ್ದರು. ಸಂಗೀತ ವಿವಿ ವಿದ್ಯಾರ್ಥಿಗಳು ಹಾಜರಿದ್ದರು.	[1283, 651, 1479, 806]
puneeth-col3-text: ಪುನೀತ್ ರಾಜ್‌ಕುಮಾರ್ ಅವರು ತಮ್ಮ ಕಣ್ಣುಗಳನ್ನು ದಾನ ಮಾಡುವ ಮೂಲಕ ನಾಲ್ವರ ಬಾಳಿಗೆ ಬೆಳಕಾದರು. ಅವರಂತೆ ನಾವೂ ಸಹ ನೇತ್ರದಾನ, ರಕ್ತದಾನ ಮಾಡಲು ಮುಂದಾಗಬೇಕು ಎಂದು ಸಲಹೆ ನೀಡಿದರು. ಶಿಬಿರದಲ್ಲಿ ಅಭಿಮಾನಿಗಳು ಭಾಗವಹಿಸಿದ್ದರು.	[889, 1272, 1076, 1374]
chatra-title: ಟಿ.ನರಸೀಪುರ ಚಾತ್ರೆ ರದ್ದು	[880, 1518, 1036, 1540]
mekedatu-headline-1: ಮೇಕೆದಾಟು ಯೋಜನೆ ಜಾರಿಗೆ ಆಗ್ರಹಿಸಿ ಪಾದಯಾತ್ರೆಯಲ್ಲಿ	[648, 1863, 1311, 1905]
dance-photo	[1094, 1619, 1479, 1786]
puneeth-col-a	[921, 1021, 1076, 1264]
